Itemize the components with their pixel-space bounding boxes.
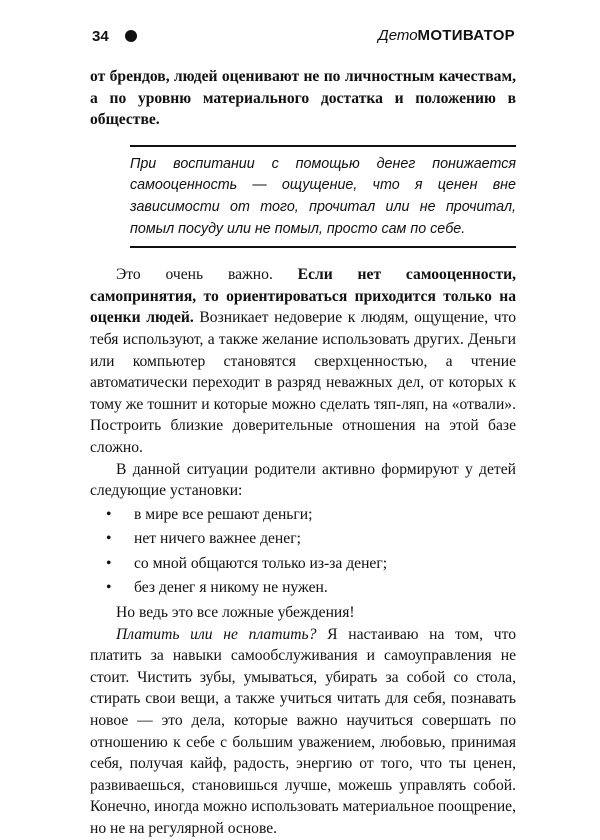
bullet-icon: •: [106, 530, 112, 548]
paragraph-5-question: Платить или не платить?: [116, 625, 317, 643]
list-item-text: нет ничего важнее денег;: [134, 530, 301, 548]
running-title-main: МОТИВАТОР: [417, 27, 515, 44]
running-title-prefix: Дето: [378, 27, 418, 44]
list-item-text: со мной общаются только из-за денег;: [134, 554, 388, 572]
bullet-icon: •: [106, 579, 112, 597]
page-content: [90, 66, 516, 840]
list-item: [90, 504, 516, 526]
paragraph-3: В данной ситуации родители активно формируют у детей следующие установки:: [90, 460, 516, 500]
running-title: [378, 27, 515, 44]
bullet-list: [90, 504, 516, 599]
paragraph-2-rest: Возникает недоверие к людям, ощущение, что тебя используют, а также желание использовать других. Деньги или компьютер становятся сверхценностью, а чтение автоматически переходит в разряд неважных дел, от которых к тому же тошнит и которые можно сделать тяп-ляп, на «отвали». Построить близкие доверительные отношения на этой базе сложно.: [90, 309, 517, 456]
paragraph-1: от брендов, людей оценивают не по личностным качествам, а по уровню материального достатка и положению в обществе.: [90, 68, 516, 129]
callout-quote: При воспитании с помощью денег понижается самооценность — ощущение, что я ценен вне зависимости от того, прочитал или не прочитал, помыл посуду или не помыл, просто сам по себе.: [130, 145, 516, 248]
list-item: [90, 577, 516, 599]
spacer: [90, 248, 516, 264]
list-item: [90, 528, 516, 550]
paragraph-2-bold: Если нет самооценности, самопринятия, то ориентироваться приходится только на оценки людей.: [90, 266, 516, 327]
paragraph-2: [90, 264, 516, 458]
bullet-icon: •: [106, 554, 112, 572]
list-item: [90, 553, 516, 575]
paragraph-2-lead: Это очень важно.: [116, 266, 298, 284]
paragraph-4: Но ведь это все ложные убеждения!: [116, 604, 355, 622]
paragraph-5-rest: Я настаиваю на том, что платить за навыки самообслуживания и самоуправления не стоит. Чистить зубы, умываться, убирать за собой со стола, стирать свои вещи, а также учиться читать для себя, познавать новое — это дела, которые важно научиться совершать по отношению к себе с большим уважением, любовью, принимая себя, получая кайф, радость, энергию от того, что ты ценен, развиваешься, становишься лучше, можешь управлять собой. Конечно, иногда можно использовать материальное поощрение, но не на регулярной основе.: [90, 625, 516, 837]
page-number: 34: [92, 28, 109, 45]
paragraph-5: [90, 624, 516, 840]
list-item-text: в мире все решают деньги;: [134, 505, 313, 523]
list-item-text: без денег я никому не нужен.: [134, 579, 328, 597]
bullet-icon: •: [106, 505, 112, 523]
header-dot: [125, 30, 137, 42]
